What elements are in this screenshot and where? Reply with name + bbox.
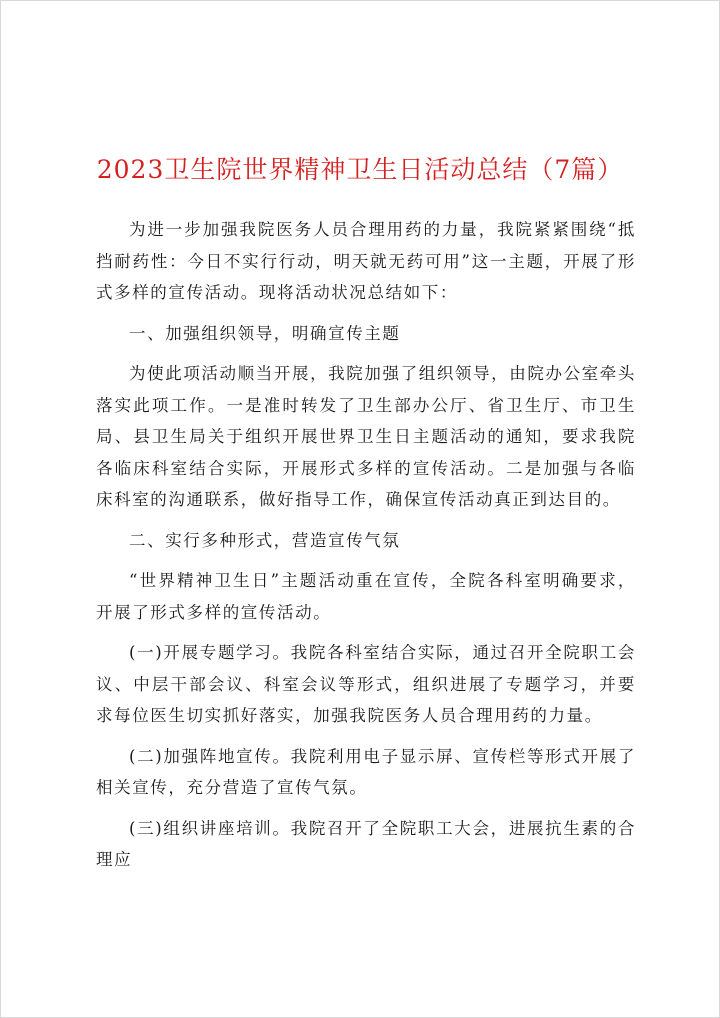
document-title: 2023卫生院世界精神卫生日活动总结（7篇） (96, 155, 624, 184)
section-heading-1: 一、加强组织领导，明确宣传主题 (129, 323, 401, 343)
paragraph-intro: 为进一步加强我院医务人员合理用药的力量，我院紧紧围绕“抵挡耐药性：今日不实行行动，明天就无药可用”这一主题，开展了形式多样的宣传活动。现将活动状况总结如下： (96, 220, 636, 302)
document-body (96, 214, 636, 885)
paragraph-organization: 为使此项活动顺当开展，我院加强了组织领导，由院办公室牵头落实此项工作。一是准时转发了卫生部办公厅、省卫生厅、市卫生局、县卫生局关于组织开展世界卫生日主题活动的通知，要求我院各临床科室结合实际，开展形式多样的宣传活动。二是加强与各临床科室的沟通联系，做好指导工作，确保宣传活动真正到达目的。 (96, 364, 636, 509)
paragraph-training: (三)组织讲座培训。我院召开了全院职工大会，进展抗生素的合理应 (96, 818, 636, 869)
section-heading-2: 二、实行多种形式，营造宣传气氛 (129, 530, 401, 550)
paragraph-publicity: (二)加强阵地宣传。我院利用电子显示屏、宣传栏等形式开展了相关宣传，充分营造了宣传气氛。 (96, 746, 636, 797)
paragraph-study: (一)开展专题学习。我院各科室结合实际，通过召开全院职工会议、中层干部会议、科室会议等形式，组织进展了专题学习，并要求每位医生切实抓好落实，加强我院医务人员合理用药的力量。 (96, 643, 636, 725)
paragraph-campaign: “世界精神卫生日”主题活动重在宣传，全院各科室明确要求，开展了形式多样的宣传活动。 (96, 571, 636, 622)
